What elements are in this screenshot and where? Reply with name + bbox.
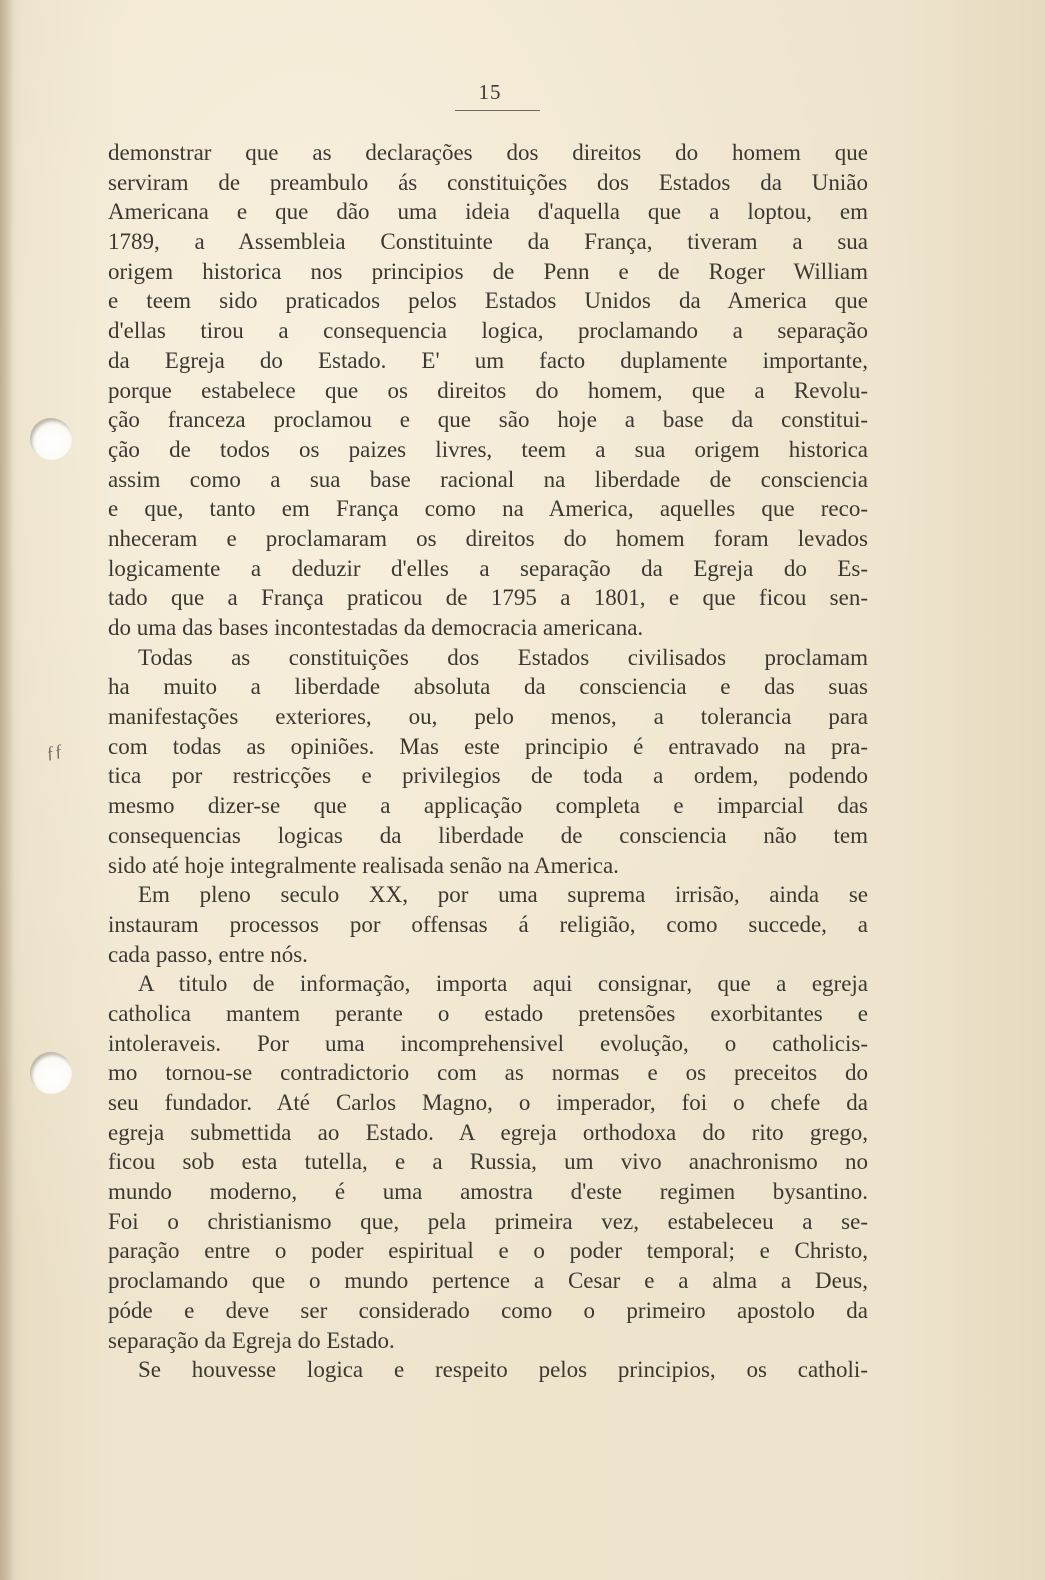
text-line: mesmo dizer-se que a applicação completa e imparcial das — [108, 793, 868, 819]
text-line: ção de todos os paizes livres, teem a sua origem historica — [108, 436, 868, 462]
margin-annotation: ƒƒ — [44, 740, 65, 763]
text-line: instauram processos por offensas á religião, como succede, a — [108, 911, 868, 937]
text-line: assim como a sua base racional na liberdade de consciencia — [108, 466, 868, 492]
text-line: intoleraveis. Por uma incomprehensivel evolução, o catholicis- — [108, 1030, 868, 1056]
text-line: Todas as constituições dos Estados civilisados proclamam — [138, 644, 868, 670]
header-rule — [455, 110, 540, 111]
text-line: paração entre o poder espiritual e o poder temporal; e Christo, — [108, 1238, 868, 1264]
text-line: Foi o christianismo que, pela primeira vez, estabeleceu a se- — [108, 1208, 868, 1234]
punch-hole-lower — [30, 1052, 72, 1094]
text-line: d'ellas tirou a consequencia logica, proclamando a separação — [108, 318, 868, 344]
text-line: ção franceza proclamou e que são hoje a base da constitui- — [108, 407, 868, 433]
text-line: demonstrar que as declarações dos direitos do homem que — [108, 140, 868, 165]
binding-edge — [0, 0, 14, 1580]
text-line: e teem sido praticados pelos Estados Unidos da America que — [108, 288, 868, 314]
text-line: póde e deve ser considerado como o primeiro apostolo da — [108, 1297, 868, 1323]
text-line: mo tornou-se contradictorio com as normas e os preceitos do — [108, 1060, 868, 1086]
text-line: logicamente a deduzir d'elles a separação da Egreja do Es- — [108, 555, 868, 581]
text-line: A titulo de informação, importa aqui consignar, que a egreja — [138, 971, 868, 997]
text-line: proclamando que o mundo pertence a Cesar e a alma a Deus, — [108, 1268, 868, 1294]
punch-hole-upper — [30, 418, 72, 460]
text-line: 1789, a Assembleia Constituinte da França, tiveram a sua — [108, 229, 868, 255]
text-line: do uma das bases incontestadas da democracia americana. — [108, 615, 644, 640]
text-line: Se houvesse logica e respeito pelos principios, os catholi- — [138, 1357, 868, 1383]
text-line: nheceram e proclamaram os direitos do homem foram levados — [108, 525, 868, 551]
text-line: manifestações exteriores, ou, pelo menos, a tolerancia para — [108, 704, 868, 730]
text-line: tado que a França praticou de 1795 a 1801, e que ficou sen- — [108, 585, 868, 611]
page-number: 15 — [478, 80, 502, 104]
text-line: e que, tanto em França como na America, aquelles que reco- — [108, 496, 868, 522]
text-line: ficou sob esta tutella, e a Russia, um vivo anachronismo no — [108, 1149, 868, 1175]
text-line: separação da Egreja do Estado. — [108, 1327, 395, 1353]
text-line: origem historica nos principios de Penn e de Roger William — [108, 258, 868, 284]
text-line: sido até hoje integralmente realisada senão na America. — [108, 852, 619, 878]
text-line: egreja submettida ao Estado. A egreja orthodoxa do rito grego, — [108, 1119, 868, 1145]
text-line: cada passo, entre nós. — [108, 941, 308, 967]
text-line: com todas as opiniões. Mas este principio é entravado na pra- — [108, 733, 868, 759]
text-line: ha muito a liberdade absoluta da consciencia e das suas — [108, 674, 868, 700]
text-line: Americana e que dão uma ideia d'aquella que a loptou, em — [108, 199, 868, 225]
text-line: tica por restricções e privilegios de toda a ordem, podendo — [108, 763, 868, 789]
text-line: catholica mantem perante o estado pretensões exorbitantes e — [108, 1000, 868, 1026]
text-line: porque estabelece que os direitos do homem, que a Revolu- — [108, 377, 868, 403]
text-line: da Egreja do Estado. E' um facto duplamente importante, — [108, 347, 868, 373]
body-text — [108, 138, 868, 1385]
text-line: mundo moderno, é uma amostra d'este regimen bysantino. — [108, 1179, 868, 1205]
text-line: seu fundador. Até Carlos Magno, o imperador, foi o chefe da — [108, 1090, 868, 1115]
text-line: serviram de preambulo ás constituições dos Estados da União — [108, 169, 868, 195]
text-line: Em pleno seculo XX, por uma suprema irrisão, ainda se — [138, 882, 868, 908]
text-line: consequencias logicas da liberdade de consciencia não tem — [108, 822, 868, 848]
